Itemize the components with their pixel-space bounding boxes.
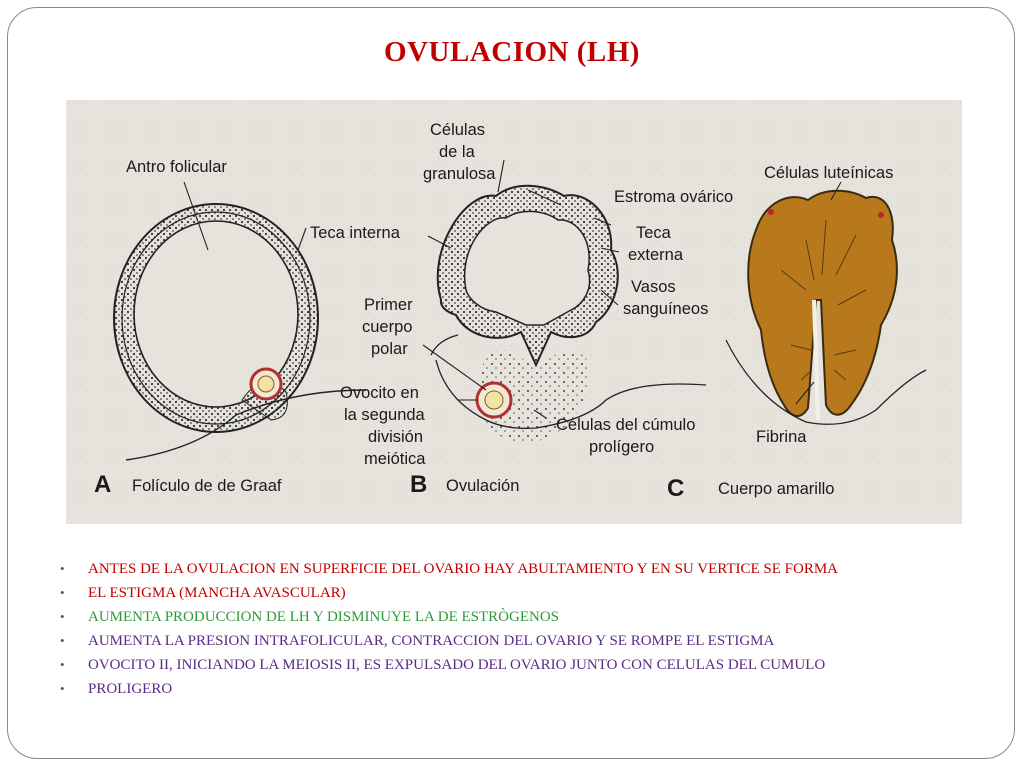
label-teca-externa-2: externa bbox=[628, 246, 684, 264]
bullet-text: AUMENTA PRODUCCION DE LH Y DISMINUYE LA DE ESTRÒGENOS bbox=[88, 609, 560, 625]
label-vasos-sanguineos-1: Vasos bbox=[631, 278, 676, 296]
bullet-item bbox=[60, 557, 980, 581]
ovulation-diagram bbox=[66, 100, 962, 524]
bullet-item bbox=[60, 653, 980, 677]
label-celulas-granulosa-3: granulosa bbox=[423, 165, 496, 183]
bullet-text: AUMENTA LA PRESION INTRAFOLICULAR, CONTRACCION DEL OVARIO Y SE ROMPE EL ESTIGMA bbox=[88, 633, 775, 649]
label-primer-cuerpo-polar-2: cuerpo bbox=[362, 318, 413, 336]
label-vasos-sanguineos-2: sanguíneos bbox=[623, 300, 709, 318]
label-estroma-ovarico: Estroma ovárico bbox=[614, 188, 734, 206]
bullet-text: OVOCITO II, INICIANDO LA MEIOSIS II, ES EXPULSADO DEL OVARIO JUNTO CON CELULAS DEL CUMULO bbox=[88, 657, 826, 673]
label-fibrina: Fibrina bbox=[756, 428, 807, 446]
bullet-dot: • bbox=[60, 561, 65, 576]
label-teca-interna: Teca interna bbox=[310, 224, 400, 242]
label-celulas-cumulo-1: Células del cúmulo bbox=[556, 416, 696, 434]
panel-c-letter: C bbox=[667, 475, 685, 502]
bullet-text: PROLIGERO bbox=[88, 681, 173, 697]
panel-b-letter: B bbox=[410, 471, 428, 498]
label-primer-cuerpo-polar-3: polar bbox=[371, 340, 408, 358]
label-celulas-luteinicas: Células luteínicas bbox=[764, 164, 894, 182]
slide-title: OVULACION (LH) bbox=[384, 36, 640, 68]
bullet-item bbox=[60, 605, 980, 629]
panel-a-caption: Folículo de de Graaf bbox=[132, 477, 282, 495]
label-ovocito-4: meiótica bbox=[364, 450, 426, 468]
bullet-dot: • bbox=[60, 681, 65, 696]
label-celulas-granulosa-1: Células bbox=[430, 121, 486, 139]
bullet-item bbox=[60, 581, 980, 605]
panel-a-letter: A bbox=[94, 471, 112, 498]
label-primer-cuerpo-polar-1: Primer bbox=[364, 296, 413, 314]
bullet-item bbox=[60, 629, 980, 653]
label-ovocito-2: la segunda bbox=[344, 406, 425, 424]
label-teca-externa-1: Teca bbox=[636, 224, 671, 242]
panel-c-caption: Cuerpo amarillo bbox=[718, 480, 835, 498]
bullet-dot: • bbox=[60, 633, 65, 648]
bullet-list bbox=[60, 557, 980, 701]
label-celulas-cumulo-2: prolígero bbox=[589, 438, 655, 456]
bullet-dot: • bbox=[60, 585, 65, 600]
label-ovocito-3: división bbox=[368, 428, 424, 446]
ovulation-figure bbox=[66, 100, 962, 524]
panel-b-caption: Ovulación bbox=[446, 477, 520, 495]
label-ovocito-1: Ovocito en bbox=[340, 384, 419, 402]
bullet-item bbox=[60, 677, 980, 701]
bullet-dot: • bbox=[60, 657, 65, 672]
label-antro-folicular: Antro folicular bbox=[126, 158, 227, 176]
bullet-text: EL ESTIGMA (MANCHA AVASCULAR) bbox=[88, 585, 346, 601]
bullet-text: ANTES DE LA OVULACION EN SUPERFICIE DEL OVARIO HAY ABULTAMIENTO Y EN SU VERTICE SE FORMA bbox=[88, 561, 839, 577]
bullet-dot: • bbox=[60, 609, 65, 624]
label-celulas-granulosa-2: de la bbox=[439, 143, 475, 161]
